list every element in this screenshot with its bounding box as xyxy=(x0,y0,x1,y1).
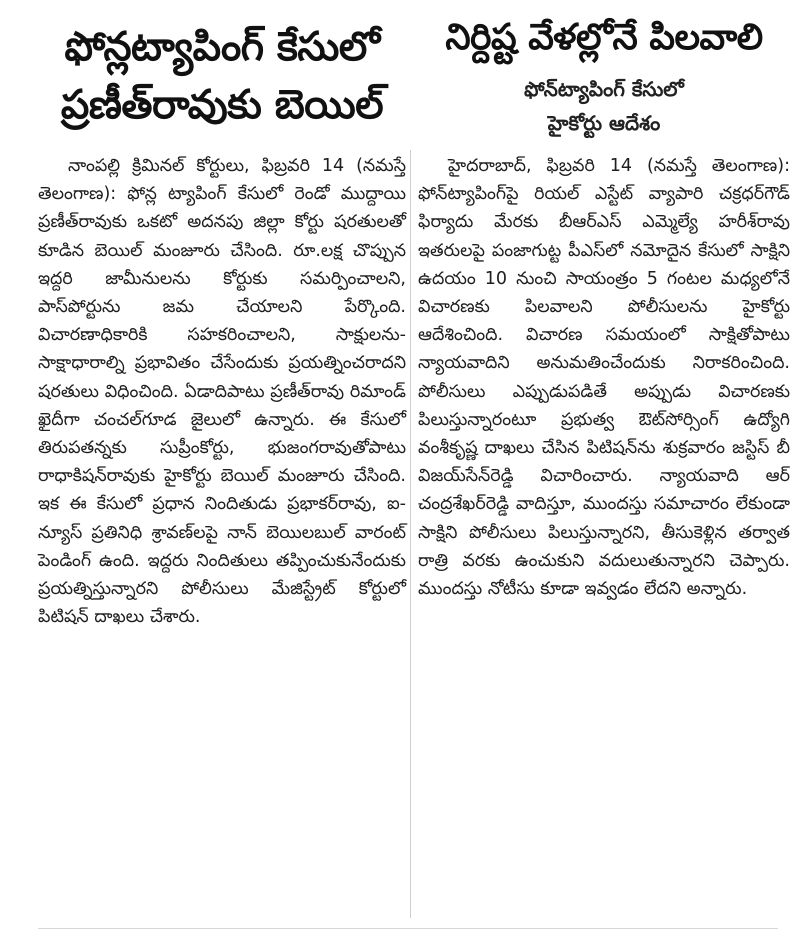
right-headline: నిర్దిష్ట వేళల్లోనే పిలవాలి xyxy=(445,17,763,58)
right-subheadline-line-1: ఫోన్‌ట్యాపింగ్ కేసులో xyxy=(524,77,684,101)
right-subheadline xyxy=(418,72,790,140)
right-subheadline-line-2: హైకోర్టు ఆదేశం xyxy=(547,111,661,135)
right-article xyxy=(418,0,790,600)
left-article xyxy=(38,0,406,628)
left-article-body: నాంపల్లి క్రిమినల్ కోర్టులు, ఫిబ్రవరి 14 (నమస్తే తెలంగాణ): ఫోన్ల ట్యాపింగ్ కేసులో రెండో ముద్దాయి ప్రణీత్‌రావుకు ఒకటో అదనపు జిల్లా కోర్టు షరతులతో కూడిన బెయిల్ మంజూరు చేసింది. రూ.లక్ష చొప్పున ఇద్దరి జామీనులను కోర్టుకు సమర్పించాలని, పాస్‌పోర్టును జమ చేయాలని పేర్కొంది. విచారణాధికారికి సహకరించాలని, సాక్షులను-సాక్షాధారాల్ని ప్రభావితం చేసేందుకు ప్రయత్నించరాదని షరతులు విధించింది. ఏడాదిపాటు ప్రణీత్‌రావు రిమాండ్ ఖైదీగా చంచల్‌గూడ జైలులో ఉన్నారు. ఈ కేసులో తిరుపతన్నకు సుప్రీంకోర్టు, భుజంగరావుతోపాటు రాధాకిషన్‌రావుకు హైకోర్టు బెయిల్ మంజూరు చేసింది. ఇక ఈ కేసులో ప్రధాన నిందితుడు ప్రభాకర్‌రావు, ఐ-న్యూస్ ప్రతినిధి శ్రావణ్‌లపై నాన్ బెయిలబుల్ వారంట్ పెండింగ్ ఉంది. ఇద్దరు నిందితులు తప్పించుకునేందుకు ప్రయత్నిస్తున్నారని పోలీసులు మేజిస్ట్రేట్ కోర్టులో పిటిషన్ దాఖలు చేశారు. xyxy=(38,156,406,628)
bottom-rule xyxy=(38,928,778,929)
left-headline-line-1: ఫోన్లట్యాపింగ్ కేసులో xyxy=(64,24,380,70)
left-headline-line-2: ప్రణీత్‌రావుకు బెయిల్ xyxy=(60,82,384,128)
column-divider xyxy=(410,150,411,918)
right-article-body: హైదరాబాద్, ఫిబ్రవరి 14 (నమస్తే తెలంగాణ): ఫోన్‌ట్యాపింగ్‌పై రియల్ ఎస్టేట్ వ్యాపారి చక్రధర్‌గౌడ్ ఫిర్యాదు మేరకు బీఆర్‌ఎస్ ఎమ్మెల్యే హరీశ్‌రావు ఇతరులపై పంజాగుట్ట పీఎస్‌లో నమోదైన కేసులో సాక్షిని ఉదయం 10 నుంచి సాయంత్రం 5 గంటల మధ్యలోనే విచారణకు పిలవాలని పోలీసులను హైకోర్టు ఆదేశించింది. విచారణ సమయంలో సాక్షితోపాటు న్యాయవాదిని అనుమతించేందుకు నిరాకరించింది. పోలీసులు ఎప్పుడుపడితే అప్పుడు విచారణకు పిలుస్తున్నారంటూ ప్రభుత్వ ఔట్‌సోర్సింగ్ ఉద్యోగి వంశీకృష్ణ దాఖలు చేసిన పిటిషన్‌ను శుక్రవారం జస్టిస్ బీ విజయ్‌సేన్‌రెడ్డి విచారించారు. న్యాయవాది ఆర్ చంద్రశేఖర్‌రెడ్డి వాదిస్తూ, ముందస్తు సమాచారం లేకుండా సాక్షిని పోలీసులు పిలుస్తున్నారని, తీసుకెళ్లిన తర్వాత రాత్రి వరకు ఉంచుకుని వదులుతున్నారని చెప్పారు. ముందస్తు నోటీసు కూడా ఇవ్వడం లేదని అన్నారు. xyxy=(418,156,790,600)
left-headline xyxy=(38,18,406,134)
